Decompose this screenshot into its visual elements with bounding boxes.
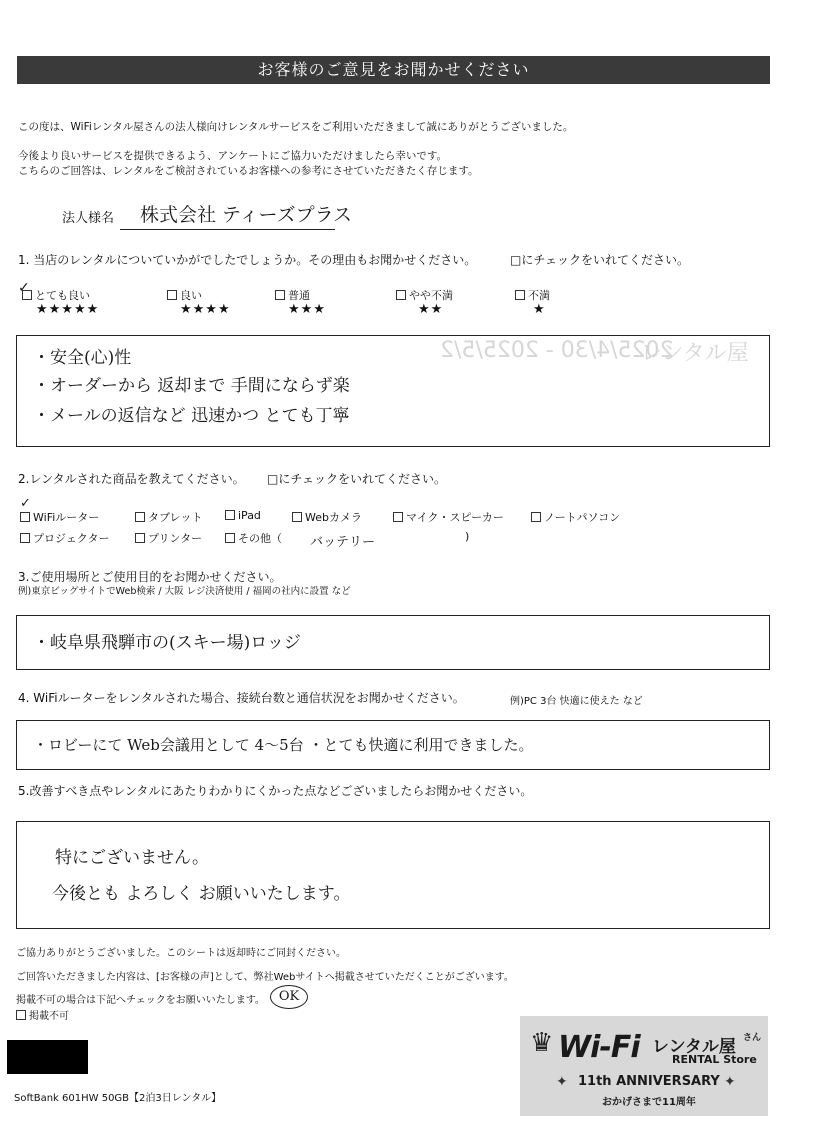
q2-option-printer[interactable]: プリンター xyxy=(135,530,202,546)
opt-out-checkbox-option[interactable]: 掲載不可 xyxy=(16,1007,69,1022)
q1-stars-3: ★★★ xyxy=(288,302,326,317)
q1-option-good[interactable]: 良い xyxy=(167,287,202,303)
q3-answer: ・岐阜県飛騨市の(スキー場)ロッジ xyxy=(33,633,301,653)
logo-sub: RENTAL Store xyxy=(672,1053,757,1066)
q1-answer-line-3: ・メールの返信など 迅速かつ とても丁寧 xyxy=(33,406,350,426)
company-underline xyxy=(120,229,335,230)
q3-question: 3.ご使用場所とご使用目的をお聞かせください。 xyxy=(18,570,282,584)
checkbox[interactable] xyxy=(20,533,30,543)
sparkle-icon: ✦ xyxy=(556,1074,568,1090)
q2-option-webcam[interactable]: Webカメラ xyxy=(292,509,362,525)
checkbox[interactable] xyxy=(292,512,302,522)
checkmark-icon: ✓ xyxy=(20,496,31,511)
logo-anniversary: 11th ANNIVERSARY xyxy=(578,1074,720,1089)
checkbox[interactable] xyxy=(515,290,525,300)
q1-option-dissatisfied[interactable]: 不満 xyxy=(515,287,550,303)
q1-option-very-good[interactable]: とても良い xyxy=(22,287,90,303)
q1-instruction: □にチェックをいれてください。 xyxy=(510,253,689,267)
q1-question: 1. 当店のレンタルについていかがでしたでしょうか。その理由もお聞かせください。 xyxy=(18,253,477,267)
q5-answer-box[interactable] xyxy=(16,821,770,929)
q2-option-wifi-router[interactable]: WiFiルーター xyxy=(20,509,99,525)
bleed-through-logo: レンタル屋 xyxy=(640,341,749,366)
q2-question: 2.レンタルされた商品を教えてください。 xyxy=(18,472,245,486)
q1-stars-2: ★★ xyxy=(418,302,444,317)
q4-question: 4. WiFiルーターをレンタルされた場合、接続台数と通信状況をお聞かせください。 xyxy=(18,691,465,705)
q2-option-laptop[interactable]: ノートパソコン xyxy=(531,509,620,525)
checkbox[interactable] xyxy=(20,512,30,522)
q1-answer-line-2: ・オーダーから 返却まで 手間にならず楽 xyxy=(33,376,350,396)
checkbox[interactable] xyxy=(167,290,177,300)
q2-option-mic-speaker[interactable]: マイク・スピーカー xyxy=(393,509,504,525)
q4-example: 例)PC 3台 快適に使えた など xyxy=(510,696,643,707)
logo-brand: Wi-Fi xyxy=(558,1030,640,1065)
footer-notice-2: 掲載不可の場合は下記へチェックをお願いいたします。 xyxy=(16,995,265,1006)
q3-example: 例)東京ビッグサイトでWeb検索 / 大阪 レジ決済使用 / 福岡の社内に設置 など xyxy=(18,586,351,597)
ok-handwritten-mark: OK xyxy=(270,985,308,1009)
q2-other-value-handwritten: バッテリー xyxy=(310,535,376,550)
intro-line-2: 今後より良いサービスを提供できるよう、アンケートにご協力いただけましたら幸いです。 xyxy=(18,150,448,162)
checkbox[interactable] xyxy=(393,512,403,522)
checkbox[interactable] xyxy=(225,510,235,520)
page-title: お客様のご意見をお聞かせください xyxy=(257,60,530,79)
q5-answer-line-2: 今後とも よろしく お願いいたします。 xyxy=(52,884,351,904)
q4-answer: ・ロビーにて Web会議用として 4〜5台 ・とても快適に利用できました。 xyxy=(33,736,534,754)
footer-notice-1: ご回答いただきました内容は、[お客様の声]として、弊社Webサイトへ掲載させていただくことがございます。 xyxy=(16,972,514,983)
checkbox[interactable] xyxy=(16,1010,26,1020)
q2-option-other[interactable]: その他（ xyxy=(225,530,282,546)
checkbox[interactable] xyxy=(225,533,235,543)
bleed-through-text: 2025/4/30 - 2025/5/2 xyxy=(440,338,674,363)
checkbox[interactable] xyxy=(135,533,145,543)
q2-option-ipad[interactable]: iPad xyxy=(225,509,261,522)
q2-instruction: □にチェックをいれてください。 xyxy=(267,472,446,486)
q1-stars-5: ★★★★★ xyxy=(36,302,100,317)
q2-option-projector[interactable]: プロジェクター xyxy=(20,530,110,546)
logo-thanks: おかげさまで11周年 xyxy=(602,1097,696,1108)
checkmark-icon: ✓ xyxy=(18,280,30,296)
q1-stars-4: ★★★★ xyxy=(180,302,231,317)
logo-suffix: さん xyxy=(743,1033,762,1043)
checkbox[interactable] xyxy=(275,290,285,300)
intro-line-1: この度は、WiFiレンタル屋さんの法人様向けレンタルサービスをご利用いただきまして誠にありがとうございました。 xyxy=(18,121,574,133)
q1-option-normal[interactable]: 普通 xyxy=(275,287,310,303)
q5-answer-line-1: 特にございません。 xyxy=(55,848,210,868)
redacted-block xyxy=(7,1040,88,1074)
company-name-handwritten: 株式会社 ティーズプラス xyxy=(140,204,353,226)
checkbox[interactable] xyxy=(396,290,406,300)
checkbox[interactable] xyxy=(531,512,541,522)
logo-name: レンタル屋 xyxy=(652,1037,736,1057)
q5-question: 5.改善すべき点やレンタルにあたりわかりにくかった点などございましたらお聞かせください。 xyxy=(18,784,533,798)
company-label: 法人様名 xyxy=(62,211,115,226)
checkbox[interactable] xyxy=(135,512,145,522)
product-info: SoftBank 601HW 50GB【2泊3日レンタル】 xyxy=(14,1093,222,1104)
q1-stars-1: ★ xyxy=(533,302,546,317)
sparkle-icon: ✦ xyxy=(724,1074,736,1090)
q1-answer-line-1: ・安全(心)性 xyxy=(33,348,132,368)
footer-thanks: ご協力ありがとうございました。このシートは返却時にご同封ください。 xyxy=(16,948,346,959)
mascot-crown-icon: ♛ xyxy=(530,1028,554,1058)
q2-other-close-paren: ) xyxy=(465,530,470,543)
q1-option-somewhat-dissatisfied[interactable]: やや不満 xyxy=(396,287,453,303)
intro-line-3: こちらのご回答は、レンタルをご検討されているお客様への参考にさせていただきたく存じます。 xyxy=(18,165,479,177)
q2-option-tablet[interactable]: タブレット xyxy=(135,509,202,525)
